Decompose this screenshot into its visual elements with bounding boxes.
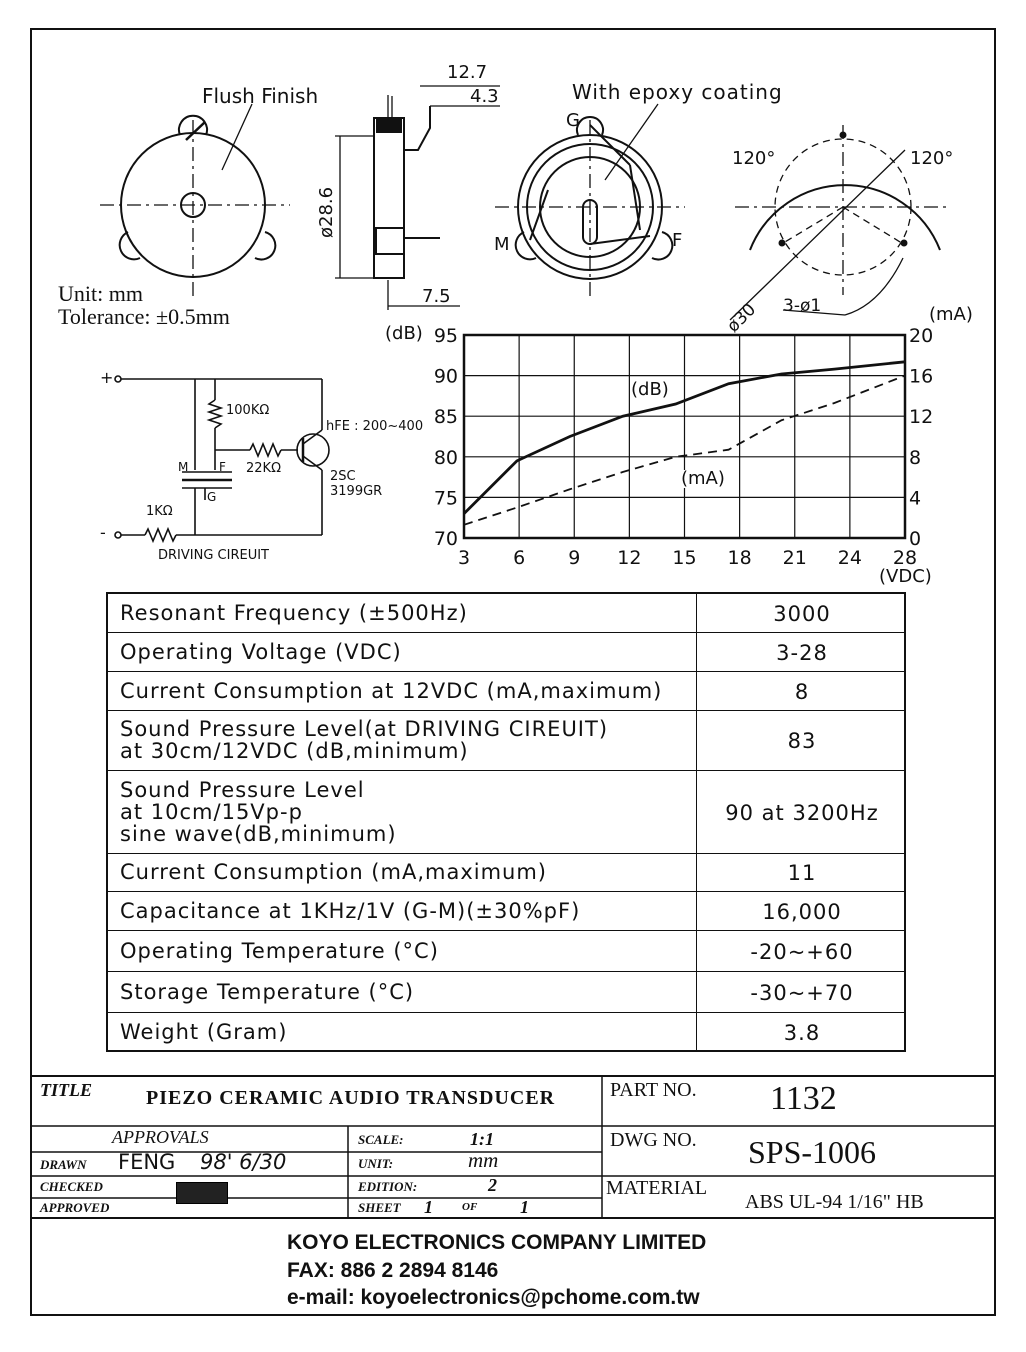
spec-parameter [120, 1021, 287, 1043]
company-name: KOYO ELECTRONICS COMPANY LIMITED [287, 1231, 707, 1254]
spec-row [108, 930, 904, 972]
pin-f-label: F [672, 230, 683, 251]
series-ma-label: (mA) [681, 468, 725, 489]
spec-parameter [120, 900, 580, 922]
checked-label: CHECKED [40, 1179, 103, 1194]
dwg-no-label: DWG NO. [610, 1129, 697, 1151]
of-label: OF [462, 1201, 478, 1213]
unit-field-label: UNIT: [358, 1156, 394, 1171]
series-db-label: (dB) [631, 379, 669, 400]
spec-value: 11 [787, 860, 817, 885]
angle-right-label: 120° [910, 148, 954, 169]
spec-parameter-line: Sound Pressure Level [120, 778, 365, 802]
spec-parameter-line: Capacitance at 1KHz/1V (G-M)(±30%pF) [120, 898, 581, 923]
chart-y-tick-right: 12 [909, 406, 934, 429]
dim-7-5: 7.5 [422, 286, 451, 307]
unit-label: Unit: mm [58, 281, 143, 306]
part-no-label: PART NO. [610, 1079, 697, 1101]
angle-left-label: 120° [732, 148, 776, 169]
hfe-label: hFE : 200~400 [326, 419, 424, 434]
chart-x-tick: 21 [782, 547, 807, 569]
drawn-date: 98' 6/30 [200, 1150, 287, 1174]
drawing-title: PIEZO CERAMIC AUDIO TRANSDUCER [146, 1087, 556, 1109]
front-view [100, 104, 290, 300]
chart-y-tick-right: 4 [909, 487, 922, 510]
circuit-pin-m: M [178, 460, 189, 474]
chart-y-tick-right: 8 [909, 446, 922, 469]
sheet-value: 1 [424, 1197, 433, 1217]
spec-parameter-line: at 30cm/12VDC (dB,minimum) [120, 739, 469, 763]
spec-parameter-line: Operating Voltage (VDC) [120, 639, 402, 664]
chart-x-tick: 15 [672, 547, 697, 569]
spec-parameter [120, 641, 402, 663]
back-view [495, 104, 685, 300]
circuit-pin-g: G [207, 490, 217, 504]
chart-x-tick: 18 [727, 547, 752, 569]
unit-value: mm [468, 1148, 499, 1172]
circuit-caption: DRIVING CIREUIT [158, 548, 269, 563]
spec-parameter-line: Weight (Gram) [120, 1020, 288, 1044]
dim-4-3: 4.3 [470, 86, 499, 107]
spec-value: -20~+60 [750, 939, 854, 964]
company-fax: FAX: 886 2 2894 8146 [287, 1259, 499, 1282]
chart-ylabel-right: (mA) [929, 304, 973, 325]
pin-g-label: G [566, 110, 580, 131]
spec-value: 83 [787, 729, 817, 753]
spec-table [106, 592, 906, 1052]
transistor-label-1: 2SC [330, 469, 356, 484]
chart-x-tick: 3 [457, 547, 471, 569]
resistor-100k-label: 100KΩ [226, 403, 270, 418]
spec-parameter [120, 718, 608, 762]
side-view [335, 86, 500, 310]
spec-parameter [120, 940, 439, 962]
resistor-22k-label: 22KΩ [246, 461, 282, 476]
chart-y-tick-right: 0 [909, 528, 922, 550]
dim-diameter: ø28.6 [316, 186, 337, 238]
chart-x-tick: 12 [617, 547, 642, 569]
resistor-1k-label: 1KΩ [146, 504, 173, 519]
spec-parameter-line: at 10cm/15Vp-p [120, 800, 303, 824]
holes-label: 3-ø1 [783, 296, 822, 316]
chart-x-tick: 28 [892, 547, 918, 569]
chart-x-tick: 6 [513, 547, 526, 569]
epoxy-coating-label: With epoxy coating [572, 80, 783, 104]
company-email: e-mail: koyoelectronics@pchome.com.tw [287, 1286, 700, 1309]
spec-parameter [120, 602, 468, 624]
spec-parameter [120, 981, 414, 1003]
chart-y-tick-left: 85 [433, 406, 458, 429]
chart-y-tick-left: 70 [433, 528, 458, 550]
spec-row [108, 971, 904, 1013]
sound-pressure-chart [434, 325, 933, 569]
spec-value: 3.8 [783, 1021, 821, 1045]
dim-12-7: 12.7 [447, 62, 488, 83]
circuit-plus: + [100, 368, 114, 387]
dia-30-label: ø30 [723, 299, 761, 337]
spec-row [108, 671, 904, 711]
spec-value: 8 [794, 679, 810, 704]
transistor-label-2: 3199GR [330, 484, 383, 499]
spec-parameter-line: Operating Temperature (°C) [120, 938, 439, 963]
spec-parameter-line: Resonant Frequency (±500Hz) [120, 601, 468, 625]
drawn-by: FENG [118, 1150, 176, 1174]
spec-row [108, 852, 904, 892]
chart-y-tick-left: 80 [433, 446, 458, 469]
part-no-value: 1132 [770, 1080, 837, 1117]
chart-y-tick-right: 20 [909, 325, 934, 347]
spec-row [108, 594, 904, 633]
edition-label: EDITION: [358, 1179, 418, 1194]
of-value: 1 [520, 1197, 529, 1217]
title-label: TITLE [40, 1080, 92, 1100]
scale-value: 1:1 [470, 1129, 494, 1149]
spec-parameter-line: Current Consumption (mA,maximum) [120, 859, 548, 884]
approvals-label: APPROVALS [112, 1127, 209, 1147]
tolerance-label: Tolerance: ±0.5mm [58, 304, 230, 329]
edition-value: 2 [488, 1175, 497, 1195]
spec-parameter [120, 861, 547, 883]
spec-row [108, 632, 904, 672]
spec-value: 16,000 [762, 899, 842, 924]
spec-row [108, 770, 904, 854]
scale-label: SCALE: [358, 1132, 404, 1147]
material-label: MATERIAL [606, 1177, 708, 1199]
dwg-no-value: SPS-1006 [748, 1134, 877, 1170]
spec-row [108, 710, 904, 771]
spec-parameter [120, 779, 397, 845]
chart-x-tick: 24 [837, 547, 862, 569]
spec-parameter-line: sine wave(dB,minimum) [120, 822, 397, 846]
chart-y-tick-right: 16 [909, 365, 934, 388]
approved-label: APPROVED [40, 1200, 110, 1215]
spec-value: -30~+70 [750, 980, 854, 1005]
spec-row [108, 1012, 904, 1052]
chart-y-tick-left: 95 [433, 325, 458, 347]
circuit-pin-f: F [219, 460, 226, 474]
spec-value: 90 at 3200Hz [725, 801, 879, 825]
circuit-minus: - [100, 523, 106, 542]
material-value: ABS UL-94 1/16" HB [745, 1191, 924, 1213]
spec-value: 3000 [773, 602, 831, 626]
spec-parameter-line: Sound Pressure Level(at DRIVING CIREUIT) [120, 717, 609, 741]
spec-parameter-line: Current Consumption at 12VDC (mA,maximum) [120, 678, 663, 703]
chart-x-tick: 9 [568, 547, 581, 569]
chart-y-tick-left: 90 [433, 365, 458, 388]
sheet-label: SHEET [358, 1200, 401, 1215]
pin-m-label: M [494, 234, 510, 255]
checked-stamp [176, 1182, 228, 1204]
drawn-label: DRAWN [40, 1157, 87, 1172]
chart-xlabel: (VDC) [879, 566, 932, 587]
spec-parameter-line: Storage Temperature (°C) [120, 979, 415, 1004]
spec-parameter [120, 680, 662, 702]
flush-finish-label: Flush Finish [202, 84, 319, 108]
chart-y-tick-left: 75 [433, 487, 458, 510]
spec-value: 3-28 [776, 640, 828, 665]
spec-row [108, 891, 904, 931]
chart-ylabel-left: (dB) [385, 323, 423, 344]
